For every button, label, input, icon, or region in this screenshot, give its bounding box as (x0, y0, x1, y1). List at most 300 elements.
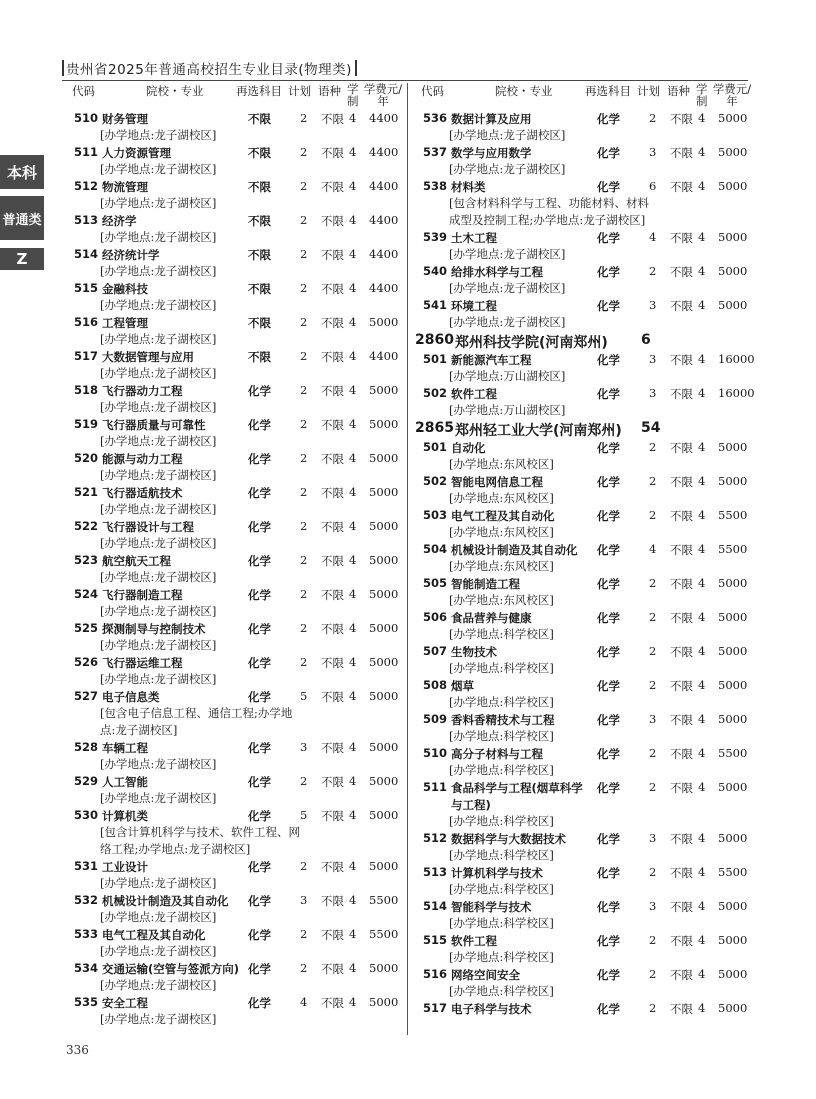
major-fee: 4400 (369, 247, 399, 261)
major-location-note: [办学地点:龙子湖校区] (100, 910, 217, 924)
major-years: 4 (698, 865, 706, 879)
major-name: 计算机科学与技术 (451, 866, 543, 880)
major-row (64, 960, 404, 977)
header-name: 院校・专业 (146, 84, 204, 98)
major-location-note: [办学地点:龙子湖校区] (100, 944, 217, 958)
major-name: 航空航天工程 (102, 554, 171, 568)
major-years: 4 (349, 961, 357, 975)
major-subject: 化学 (597, 713, 620, 727)
major-row (413, 110, 753, 127)
major-row (64, 654, 404, 671)
major-years: 4 (698, 933, 706, 947)
major-years: 4 (698, 386, 706, 400)
major-row (64, 807, 404, 824)
major-subject: 化学 (597, 747, 620, 761)
major-code: 501 (423, 440, 448, 454)
major-row (413, 385, 753, 402)
major-language: 不限 (321, 588, 344, 602)
header-name: 院校・专业 (495, 84, 553, 98)
major-location-note: [包含电子信息工程、通信工程;办学地点:龙子湖校区] (100, 706, 293, 737)
institution-row (413, 419, 753, 439)
major-plan: 2 (649, 508, 657, 522)
institution-plan: 54 (641, 420, 661, 436)
major-language: 不限 (321, 146, 344, 160)
major-entry (413, 779, 753, 830)
major-code: 524 (74, 587, 99, 601)
major-row (64, 739, 404, 756)
major-subject: 化学 (248, 962, 271, 976)
major-code: 516 (423, 967, 448, 981)
major-code: 517 (74, 349, 99, 363)
major-language: 不限 (321, 418, 344, 432)
major-row (413, 178, 753, 195)
major-code: 510 (74, 111, 99, 125)
major-row (413, 263, 753, 280)
major-entry (64, 807, 404, 858)
institution-code: 2860 (415, 332, 454, 348)
major-years: 4 (349, 315, 357, 329)
major-code: 525 (74, 621, 99, 635)
major-code: 519 (74, 417, 99, 431)
major-fee: 5000 (718, 111, 748, 125)
major-language: 不限 (670, 180, 693, 194)
major-years: 4 (698, 576, 706, 590)
major-subject: 化学 (597, 781, 620, 795)
major-plan: 2 (649, 967, 657, 981)
major-language: 不限 (321, 214, 344, 228)
major-code: 509 (423, 712, 448, 726)
major-name: 电气工程及其自动化 (102, 928, 206, 942)
major-code: 541 (423, 298, 448, 312)
major-years: 4 (349, 519, 357, 533)
major-location-note: [办学地点:龙子湖校区] (100, 757, 217, 771)
major-entry (64, 450, 404, 484)
major-entry (413, 609, 753, 643)
major-fee: 5000 (718, 933, 748, 947)
major-row (413, 830, 753, 847)
major-location-note: [办学地点:东风校区] (449, 559, 554, 573)
major-subject: 化学 (248, 452, 271, 466)
major-code: 505 (423, 576, 448, 590)
major-code: 506 (423, 610, 448, 624)
major-entry (413, 439, 753, 473)
major-plan: 2 (300, 383, 308, 397)
major-name: 高分子材料与工程 (451, 747, 543, 761)
major-entry (413, 473, 753, 507)
major-plan: 2 (300, 281, 308, 295)
major-code: 517 (423, 1001, 448, 1015)
major-entry (413, 178, 753, 229)
major-name: 人工智能 (102, 775, 148, 789)
major-name: 新能源汽车工程 (451, 353, 532, 367)
major-fee: 4400 (369, 145, 399, 159)
major-row (413, 229, 753, 246)
major-years: 4 (349, 655, 357, 669)
major-row (413, 966, 753, 983)
left-column (64, 80, 404, 1028)
major-row (64, 620, 404, 637)
major-row (413, 541, 753, 558)
major-name: 车辆工程 (102, 741, 148, 755)
side-tab-general (0, 196, 44, 240)
major-location-note: [办学地点:龙子湖校区] (100, 604, 217, 618)
major-location-note: [办学地点:科学校区] (449, 984, 554, 998)
major-fee: 5000 (718, 474, 748, 488)
major-years: 4 (349, 859, 357, 873)
major-fee: 5000 (718, 899, 748, 913)
major-row (413, 575, 753, 592)
major-row (64, 484, 404, 501)
major-language: 不限 (670, 112, 693, 126)
major-location-note: [办学地点:龙子湖校区] (100, 536, 217, 550)
major-years: 4 (349, 553, 357, 567)
major-row (413, 643, 753, 660)
major-row (64, 552, 404, 569)
major-entry (64, 246, 404, 280)
major-language: 不限 (670, 577, 693, 591)
major-subject: 化学 (248, 520, 271, 534)
major-language: 不限 (670, 934, 693, 948)
institution-name: 郑州轻工业大学(河南郑州) (455, 423, 622, 439)
major-location-note: [包含材料科学与工程、功能材料、材料成型及控制工程;办学地点:龙子湖校区] (449, 196, 649, 227)
header-years: 学制 (347, 82, 359, 108)
major-location-note: [办学地点:东风校区] (449, 525, 554, 539)
major-fee: 4400 (369, 111, 399, 125)
major-entry (413, 507, 753, 541)
major-entry (64, 484, 404, 518)
major-row (64, 280, 404, 297)
major-subject: 化学 (597, 265, 620, 279)
major-location-note: [办学地点:龙子湖校区] (100, 366, 217, 380)
major-fee: 5000 (369, 451, 399, 465)
major-plan: 2 (649, 780, 657, 794)
major-code: 534 (74, 961, 99, 975)
major-subject: 化学 (248, 741, 271, 755)
column-divider (407, 83, 408, 1035)
major-language: 不限 (321, 486, 344, 500)
major-years: 4 (349, 621, 357, 635)
major-language: 不限 (321, 452, 344, 466)
major-row (413, 297, 753, 314)
major-years: 4 (698, 179, 706, 193)
major-language: 不限 (321, 741, 344, 755)
major-code: 523 (74, 553, 99, 567)
major-fee: 5000 (718, 678, 748, 692)
major-language: 不限 (321, 554, 344, 568)
major-years: 4 (349, 145, 357, 159)
major-row (64, 212, 404, 229)
major-fee: 5000 (718, 576, 748, 590)
major-language: 不限 (321, 316, 344, 330)
major-name: 飞行器制造工程 (102, 588, 183, 602)
major-fee: 4400 (369, 281, 399, 295)
major-fee: 5000 (369, 859, 399, 873)
major-fee: 5000 (369, 383, 399, 397)
major-language: 不限 (321, 520, 344, 534)
major-code: 529 (74, 774, 99, 788)
major-location-note: [办学地点:龙子湖校区] (100, 502, 217, 516)
major-fee: 5000 (718, 440, 748, 454)
major-location-note: [办学地点:东风校区] (449, 457, 554, 471)
header-plan: 计划 (637, 84, 660, 98)
major-fee: 5000 (369, 621, 399, 635)
major-row (413, 779, 753, 813)
major-fee: 5000 (718, 780, 748, 794)
major-language: 不限 (321, 282, 344, 296)
major-language: 不限 (321, 622, 344, 636)
major-code: 540 (423, 264, 448, 278)
major-code: 528 (74, 740, 99, 754)
major-fee: 5000 (718, 712, 748, 726)
major-plan: 2 (649, 746, 657, 760)
major-fee: 5000 (369, 655, 399, 669)
major-fee: 5000 (369, 553, 399, 567)
major-plan: 2 (300, 111, 308, 125)
major-subject: 化学 (597, 231, 620, 245)
major-row (64, 348, 404, 365)
major-years: 4 (349, 179, 357, 193)
major-entry (64, 552, 404, 586)
major-entry (64, 110, 404, 144)
major-subject: 化学 (597, 180, 620, 194)
major-years: 4 (349, 111, 357, 125)
major-language: 不限 (670, 441, 693, 455)
major-language: 不限 (670, 832, 693, 846)
major-entry (413, 229, 753, 263)
major-subject: 化学 (248, 690, 271, 704)
major-code: 521 (74, 485, 99, 499)
column-header (64, 80, 404, 110)
major-subject: 化学 (597, 832, 620, 846)
major-name: 自动化 (451, 441, 486, 455)
major-entry (413, 898, 753, 932)
major-plan: 3 (649, 899, 657, 913)
major-code: 511 (74, 145, 99, 159)
major-subject: 化学 (597, 509, 620, 523)
major-name: 飞行器运维工程 (102, 656, 183, 670)
major-location-note: [办学地点:龙子湖校区] (100, 876, 217, 890)
major-row (64, 892, 404, 909)
major-name: 给排水科学与工程 (451, 265, 543, 279)
major-language: 不限 (670, 900, 693, 914)
major-subject: 化学 (597, 1002, 620, 1016)
major-fee: 16000 (718, 352, 755, 366)
column-header (413, 80, 753, 110)
major-plan: 2 (649, 576, 657, 590)
major-row (413, 745, 753, 762)
major-fee: 5000 (369, 519, 399, 533)
major-name: 生物技术 (451, 645, 497, 659)
major-location-note: [办学地点:龙子湖校区] (100, 196, 217, 210)
header-language: 语种 (667, 84, 690, 98)
major-name: 土木工程 (451, 231, 497, 245)
major-language: 不限 (670, 1002, 693, 1016)
major-years: 4 (698, 899, 706, 913)
major-plan: 4 (649, 230, 657, 244)
major-entry (64, 348, 404, 382)
major-plan: 5 (300, 689, 308, 703)
major-subject: 不限 (248, 350, 271, 364)
major-location-note: [办学地点:科学校区] (449, 661, 554, 675)
major-name: 软件工程 (451, 387, 497, 401)
major-plan: 2 (300, 247, 308, 261)
major-subject: 化学 (248, 860, 271, 874)
major-code: 536 (423, 111, 448, 125)
major-code: 512 (423, 831, 448, 845)
major-language: 不限 (670, 509, 693, 523)
major-language: 不限 (321, 656, 344, 670)
major-subject: 化学 (597, 353, 620, 367)
major-row (64, 586, 404, 603)
major-years: 4 (698, 145, 706, 159)
major-years: 4 (698, 440, 706, 454)
major-plan: 2 (649, 933, 657, 947)
major-language: 不限 (321, 996, 344, 1010)
major-name: 数据计算及应用 (451, 112, 532, 126)
major-fee: 4400 (369, 349, 399, 363)
major-entry (413, 643, 753, 677)
page-number: 336 (66, 1043, 89, 1057)
major-name: 经济统计学 (102, 248, 160, 262)
major-plan: 5 (300, 808, 308, 822)
major-name: 食品营养与健康 (451, 611, 532, 625)
major-code: 512 (74, 179, 99, 193)
major-name: 飞行器设计与工程 (102, 520, 194, 534)
major-years: 4 (349, 927, 357, 941)
major-years: 4 (698, 746, 706, 760)
major-location-note: [办学地点:科学校区] (449, 814, 554, 828)
major-subject: 不限 (248, 112, 271, 126)
major-code: 535 (74, 995, 99, 1009)
major-language: 不限 (321, 894, 344, 908)
major-years: 4 (698, 678, 706, 692)
major-code: 530 (74, 808, 99, 822)
major-entry (413, 677, 753, 711)
major-code: 526 (74, 655, 99, 669)
major-years: 4 (349, 383, 357, 397)
major-language: 不限 (321, 112, 344, 126)
major-code: 522 (74, 519, 99, 533)
major-row (413, 351, 753, 368)
major-subject: 化学 (597, 543, 620, 557)
right-column (413, 80, 753, 1017)
major-fee: 5000 (718, 967, 748, 981)
major-language: 不限 (670, 679, 693, 693)
major-subject: 化学 (597, 934, 620, 948)
major-subject: 化学 (248, 928, 271, 942)
major-fee: 4400 (369, 179, 399, 193)
major-name: 机械设计制造及其自动化 (451, 543, 578, 557)
major-plan: 3 (300, 893, 308, 907)
major-subject: 化学 (248, 622, 271, 636)
major-code: 513 (74, 213, 99, 227)
major-subject: 化学 (597, 968, 620, 982)
major-code: 502 (423, 386, 448, 400)
major-fee: 5000 (718, 610, 748, 624)
major-years: 4 (349, 247, 357, 261)
major-row (413, 711, 753, 728)
major-location-note: [办学地点:科学校区] (449, 916, 554, 930)
major-plan: 4 (649, 542, 657, 556)
major-row (413, 473, 753, 490)
major-code: 513 (423, 865, 448, 879)
major-subject: 化学 (248, 588, 271, 602)
major-code: 520 (74, 451, 99, 465)
major-entry (64, 960, 404, 994)
major-language: 不限 (670, 353, 693, 367)
major-subject: 化学 (248, 775, 271, 789)
major-fee: 5500 (718, 746, 748, 760)
major-fee: 5000 (718, 1001, 748, 1015)
major-code: 532 (74, 893, 99, 907)
major-name: 物流管理 (102, 180, 148, 194)
major-entry (64, 926, 404, 960)
major-entry (64, 314, 404, 348)
major-subject: 不限 (248, 316, 271, 330)
major-plan: 2 (649, 474, 657, 488)
page-title: 贵州省2025年普通高校招生专业目录(物理类) (66, 62, 352, 78)
major-plan: 2 (300, 519, 308, 533)
major-name: 材料类 (451, 180, 486, 194)
major-name: 飞行器质量与可靠性 (102, 418, 206, 432)
major-location-note: [办学地点:龙子湖校区] (100, 638, 217, 652)
major-entry (413, 541, 753, 575)
major-plan: 2 (300, 774, 308, 788)
major-location-note: [办学地点:科学校区] (449, 848, 554, 862)
major-entry (413, 932, 753, 966)
major-subject: 化学 (248, 554, 271, 568)
major-plan: 2 (300, 213, 308, 227)
major-years: 4 (698, 1001, 706, 1015)
major-language: 不限 (321, 775, 344, 789)
major-location-note: [办学地点:东风校区] (449, 491, 554, 505)
major-location-note: [办学地点:龙子湖校区] (100, 230, 217, 244)
header-plan: 计划 (288, 84, 311, 98)
major-code: 501 (423, 352, 448, 366)
major-code: 511 (423, 780, 448, 794)
major-row (413, 507, 753, 524)
major-row (64, 773, 404, 790)
major-name: 工业设计 (102, 860, 148, 874)
major-language: 不限 (670, 299, 693, 313)
major-subject: 化学 (248, 809, 271, 823)
major-fee: 5000 (718, 264, 748, 278)
major-entry (64, 739, 404, 773)
major-fee: 5000 (369, 417, 399, 431)
major-entry (64, 280, 404, 314)
major-subject: 化学 (248, 418, 271, 432)
major-entry (64, 620, 404, 654)
major-plan: 2 (300, 621, 308, 635)
major-years: 4 (698, 230, 706, 244)
major-entry (413, 385, 753, 419)
major-fee: 5000 (369, 808, 399, 822)
major-entry (413, 830, 753, 864)
major-plan: 2 (300, 655, 308, 669)
side-tab-letter (0, 248, 44, 270)
major-code: 516 (74, 315, 99, 329)
major-subject: 化学 (248, 656, 271, 670)
major-code: 527 (74, 689, 99, 703)
major-row (64, 382, 404, 399)
major-location-note: [包含计算机科学与技术、软件工程、网络工程;办学地点:龙子湖校区] (100, 825, 300, 856)
major-location-note: [办学地点:东风校区] (449, 593, 554, 607)
major-location-note: [办学地点:龙子湖校区] (449, 247, 566, 261)
major-name: 智能制造工程 (451, 577, 520, 591)
major-subject: 化学 (597, 112, 620, 126)
major-language: 不限 (670, 387, 693, 401)
major-row (64, 110, 404, 127)
